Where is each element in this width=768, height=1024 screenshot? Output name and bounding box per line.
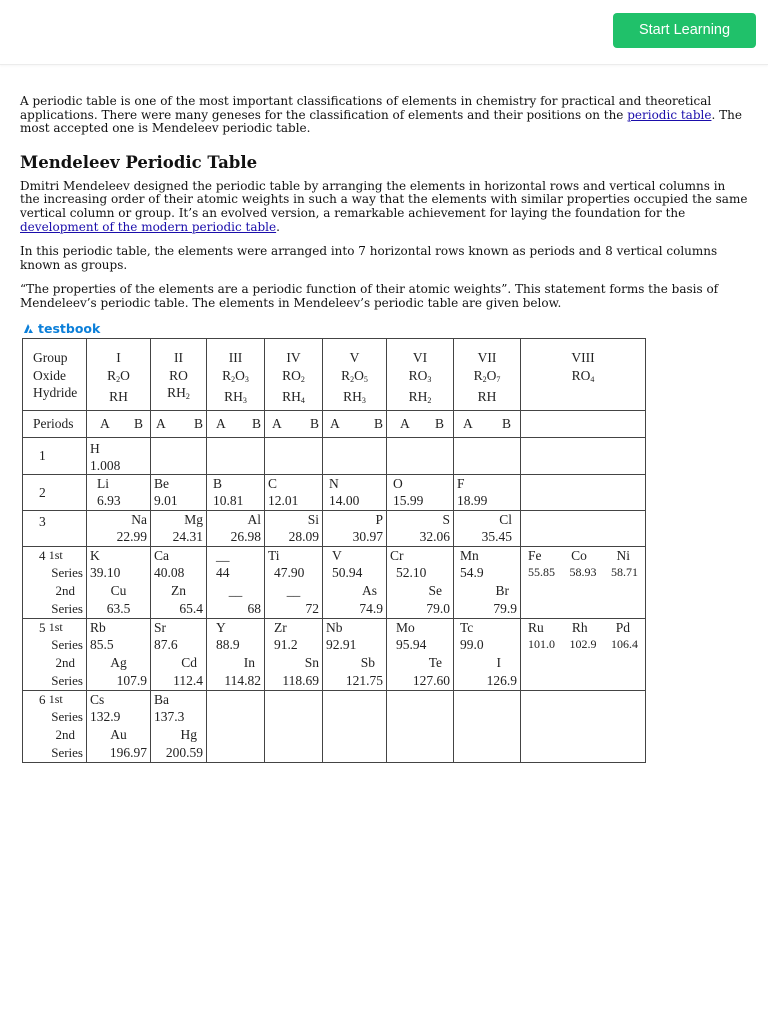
element-cell: Sr 87.6 Cd 112.4 [151,618,207,690]
modern-periodic-table-link[interactable]: development of the modern periodic table [20,219,277,234]
hydride-formula: $RH_2$ [408,389,432,405]
group-name: III [228,350,243,365]
group-header [151,339,207,411]
period-label-cell: 6 1st Series 2nd Series [23,690,87,762]
oxide-label: Oxide [33,367,66,383]
element-cell: F 18.99 [454,474,521,510]
element-cell: __ 44 __ 68 [207,546,265,618]
intro-paragraph [20,95,748,136]
subgroup-cell: A B [265,410,323,437]
period-2-row [23,474,646,510]
group-header [207,339,265,411]
element-cell: Si 28.09 [265,510,323,546]
hydride-formula: $RH_3$ [224,389,247,405]
subgroup-cell: A B [454,410,521,437]
subgroup-cell: A B [87,410,151,437]
period-3-row [23,510,646,546]
element-cell: S 32.06 [387,510,454,546]
element-cell: Cl 35.45 [454,510,521,546]
top-bar [0,0,768,65]
hydride-formula: $RH_2$ [167,385,190,401]
element-cell: Mo 95.94 Te 127.60 [387,618,454,690]
testbook-logo [23,321,100,336]
group-label: Group [33,350,68,365]
element-cell: C 12.01 [265,474,323,510]
element-cell: N 14.00 [323,474,387,510]
hydride-formula: RH [477,389,497,404]
element-cell: B 10.81 [207,474,265,510]
element-cell: Tc 99.0 I 126.9 [454,618,521,690]
mendeleev-paragraph [20,180,748,234]
group-name: II [174,350,183,365]
period-label-cell: 4 1st Series 2nd Series [23,546,87,618]
atomic-weight: 1.008 [90,457,121,473]
period-5-row [23,618,646,690]
period-label-cell: 5 1st Series 2nd Series [23,618,87,690]
group-header [265,339,323,411]
header-row [23,339,646,411]
group-name: VI [412,350,428,365]
element-cell: Nb 92.91 Sb 121.75 [323,618,387,690]
group-name: IV [286,350,301,365]
element-cell: Be 9.01 [151,474,207,510]
periods-groups-paragraph: In this periodic table, the elements were arranged into 7 horizontal rows known as periods and 8 vertical columns known as groups. [20,244,718,272]
period-4-row [23,546,646,618]
oxide-formula: $RO_2$ [282,367,305,384]
section-heading: Mendeleev Periodic Table [20,152,258,172]
oxide-formula: $RO_3$ [408,367,432,384]
periods-row [23,410,646,437]
logo-text: testbook [38,321,101,336]
article [20,95,748,311]
hydride-label: Hydride [33,385,78,400]
element-symbol: H [90,440,100,456]
row-labels-cell [23,339,87,411]
oxide-formula: $R_2O_3$ [222,367,249,384]
element-cell: Cs 132.9 Au 196.97 [87,690,151,762]
element-cell: Rb 85.5 Ag 107.9 [87,618,151,690]
hydride-formula: $RH_4$ [282,389,305,405]
subgroup-cell: A B [207,410,265,437]
start-learning-button[interactable]: Start Learning [613,13,756,48]
hydride-formula: $RH_3$ [343,389,366,405]
element-cell [87,437,151,474]
group-header [454,339,521,411]
periodic-table-link[interactable]: periodic table [627,107,712,122]
element-cell: P 30.97 [323,510,387,546]
mendeleev-periodic-table [22,338,646,763]
hydride-formula: RH [109,389,128,404]
period-6-row [23,690,646,762]
group-viii-cell: Ru Rh Pd 101.0 102.9 106.4 [521,618,646,690]
intro-text-end: . The most accepted one is Mendeleev periodic table. [20,107,742,136]
group-header [87,339,151,411]
testbook-logo-icon [23,323,34,334]
element-cell: Mn 54.9 Br 79.9 [454,546,521,618]
subgroup-cell-empty [521,410,646,437]
group-name: VII [477,350,497,365]
element-cell: Ti 47.90 __ 72 [265,546,323,618]
element-cell: K 39.10 Cu 63.5 [87,546,151,618]
group-viii-cell: Fe Co Ni 55.85 58.93 58.71 [521,546,646,618]
element-cell: Ba 137.3 Hg 200.59 [151,690,207,762]
oxide-formula: $R_2O$ [107,367,130,384]
oxide-formula: RO [169,367,188,383]
element-cell: Mg 24.31 [151,510,207,546]
subgroup-cell: A B [323,410,387,437]
element-cell: V 50.94 As 74.9 [323,546,387,618]
subgroup-cell: A B [387,410,454,437]
group-header [323,339,387,411]
group-header [387,339,454,411]
periods-label: Periods [23,410,87,437]
mendeleev-text: Dmitri Mendeleev designed the periodic table by arranging the elements in horizontal rows and vertical columns in the increasing order of their atomic weights in such a way that the elements with similar properties occupied the same vertical column or group. It’s an evolved version, a remarkable achievement for laying the foundation for the [20,178,748,220]
group-header [521,339,646,411]
oxide-formula: $R_2O_5$ [341,367,368,384]
element-cell: Y 88.9 In 114.82 [207,618,265,690]
period-number: 3 [23,510,87,546]
periodic-law-paragraph: “The properties of the elements are a periodic function of their atomic weights”. This statement forms the basis of Mendeleev’s periodic table. The elements in Mendeleev’s periodic table are given below. [20,282,719,310]
oxide-formula: $RO_4$ [571,367,595,384]
intro-text: A periodic table is one of the most important classifications of elements in chemistry for practical and theoretical applications. There were many geneses for the classification of elements and their positions on the [20,94,712,122]
element-cell: Cr 52.10 Se 79.0 [387,546,454,618]
subgroup-cell: A B [151,410,207,437]
mendeleev-text-end: . [276,219,280,234]
element-cell: Li 6.93 [87,474,151,510]
group-name: I [116,350,121,365]
element-cell: O 15.99 [387,474,454,510]
group-name: VIII [571,350,595,365]
period-1-row [23,437,646,474]
element-cell: Ca 40.08 Zn 65.4 [151,546,207,618]
group-name: V [349,350,360,365]
oxide-formula: $R_2O_7$ [473,367,501,384]
period-number: 2 [23,474,87,510]
element-cell: Zr 91.2 Sn 118.69 [265,618,323,690]
period-number: 1 [23,437,87,474]
element-cell: Al 26.98 [207,510,265,546]
element-cell: Na 22.99 [87,510,151,546]
